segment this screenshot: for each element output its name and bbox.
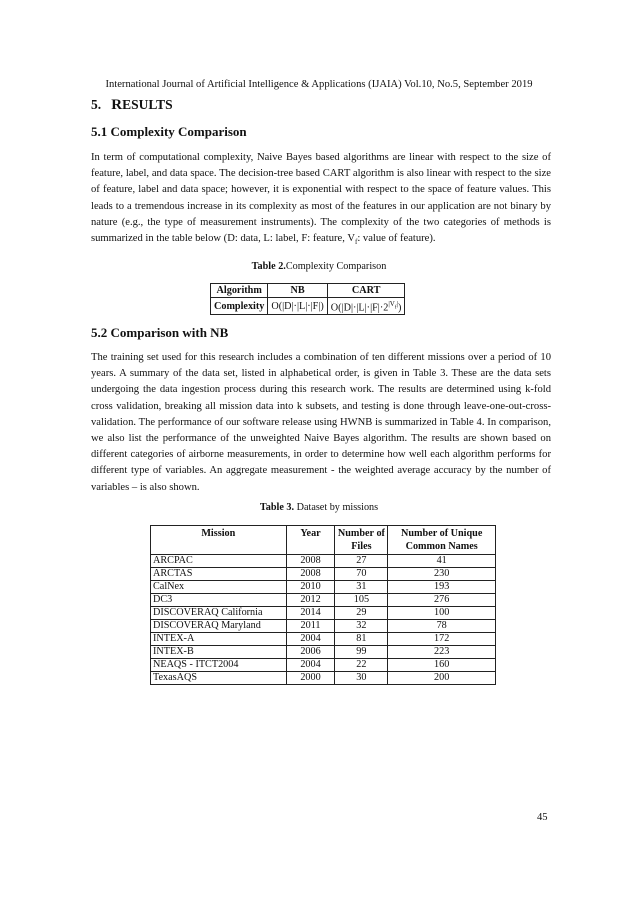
names-cell: 223	[388, 646, 496, 659]
subsection-title-nb: 5.2 Comparison with NB	[91, 325, 229, 340]
table-header-cell: Number of Files	[335, 526, 388, 555]
table-header-cell: Number of Unique Common Names	[388, 526, 496, 555]
table2-caption-label: Table 2.	[251, 261, 286, 272]
table-header-cell: CART	[327, 284, 405, 298]
section-number: 5.	[91, 97, 102, 112]
files-cell: 29	[335, 607, 388, 620]
complexity-table	[210, 283, 405, 315]
table-row	[211, 298, 405, 315]
year-cell: 2004	[286, 659, 335, 672]
complexity-paragraph: In term of computational complexity, Naive Bayes based algorithms are linear with respect to the size of feature, label, and data space. The decision-tree based CART algorithm is also linear with respect to the size of feature, label and data space; however, it is exponential with respect to the space of feature values. This leads to a tremendous increase in its complexity as most of the features in our application are not binary by nature (e.g., the type of measurement instruments). The complexity of the two categories of methods is summarized in the table below (D: data, L: label, F: feature, $V_f$: value of feature).	[91, 152, 551, 247]
names-cell: 193	[388, 581, 496, 594]
table-header-cell: Mission	[151, 526, 287, 555]
names-cell: 78	[388, 620, 496, 633]
year-cell: 2008	[286, 568, 335, 581]
year-cell: 2008	[286, 555, 335, 568]
files-cell: 32	[335, 620, 388, 633]
subsection-title-complexity: 5.1 Complexity Comparison	[91, 124, 247, 139]
files-cell: 22	[335, 659, 388, 672]
table-header-cell: Year	[286, 526, 335, 555]
mission-cell: ARCTAS	[151, 568, 287, 581]
table-row-label: Complexity	[211, 298, 268, 315]
files-cell: 105	[335, 594, 388, 607]
table2-caption-text: Complexity Comparison	[285, 261, 387, 272]
files-cell: 70	[335, 568, 388, 581]
running-header: International Journal of Artificial Intelligence & Applications (IJAIA) Vol.10, No.5, September 2019	[105, 79, 533, 90]
missions-table	[150, 525, 496, 685]
mission-cell: INTEX-B	[151, 646, 287, 659]
mission-cell: DISCOVERAQ California	[151, 607, 287, 620]
mission-cell: TexasAQS	[151, 672, 287, 685]
table2-caption	[0, 261, 638, 272]
year-cell: 2011	[286, 620, 335, 633]
table-header-row	[151, 526, 496, 555]
mission-cell: INTEX-A	[151, 633, 287, 646]
table-row	[151, 633, 496, 646]
section-title-rest: ESULTS	[122, 97, 173, 112]
mission-cell: NEAQS - ITCT2004	[151, 659, 287, 672]
table-header-cell: NB	[268, 284, 327, 298]
section-title-initial: R	[111, 97, 123, 113]
mission-cell: CalNex	[151, 581, 287, 594]
section-title	[91, 97, 173, 114]
files-cell: 27	[335, 555, 388, 568]
table-row	[151, 620, 496, 633]
files-cell: 81	[335, 633, 388, 646]
table-row	[151, 555, 496, 568]
names-cell: 230	[388, 568, 496, 581]
names-cell: 100	[388, 607, 496, 620]
year-cell: 2014	[286, 607, 335, 620]
mission-cell: DISCOVERAQ Maryland	[151, 620, 287, 633]
files-cell: 31	[335, 581, 388, 594]
mission-cell: DC3	[151, 594, 287, 607]
nb-complexity-cell: O(|D|·|L|·|F|)	[268, 298, 327, 315]
nb-comparison-paragraph: The training set used for this research includes a combination of ten different missions over a period of 10 years. A summary of the data set, listed in alphabetical order, is given in Table 3. These are the data sets undergoing the data ingestion process during this research work. The results are determined using k-fold cross validation, breaking all mission data into k subsets, and testing is done through leave-one-out-cross-validation. The performance of our software release using HWNB is summarized in Table 4. In comparison, we also list the performance of the unweighted Naive Bayes algorithm. The results are shown based on different categories of airborne measurements, in order to determine how well each algorithm performs for different type of variables. An aggregate measurement - the weighted average accuracy by the number of variables – is also shown.	[91, 352, 551, 493]
table-row	[151, 672, 496, 685]
files-cell: 30	[335, 672, 388, 685]
year-cell: 2010	[286, 581, 335, 594]
table-row	[151, 594, 496, 607]
mission-cell: ARCPAC	[151, 555, 287, 568]
files-cell: 99	[335, 646, 388, 659]
names-cell: 41	[388, 555, 496, 568]
page-number: 45	[537, 812, 548, 823]
year-cell: 2012	[286, 594, 335, 607]
year-cell: 2004	[286, 633, 335, 646]
names-cell: 172	[388, 633, 496, 646]
table3-caption	[0, 502, 638, 513]
names-cell: 200	[388, 672, 496, 685]
names-cell: 276	[388, 594, 496, 607]
table3-caption-text: Dataset by missions	[294, 502, 379, 513]
table-header-row	[211, 284, 405, 298]
table-row	[151, 581, 496, 594]
year-cell: 2006	[286, 646, 335, 659]
table-header-cell: Algorithm	[211, 284, 268, 298]
table-row	[151, 568, 496, 581]
table-row	[151, 607, 496, 620]
table-row	[151, 659, 496, 672]
names-cell: 160	[388, 659, 496, 672]
table-row	[151, 646, 496, 659]
year-cell: 2000	[286, 672, 335, 685]
cart-complexity-cell: $O(|D|\cdot|L|\cdot|F|\cdot 2^{|V_f|})$	[327, 298, 405, 315]
table3-caption-label: Table 3.	[259, 502, 295, 513]
